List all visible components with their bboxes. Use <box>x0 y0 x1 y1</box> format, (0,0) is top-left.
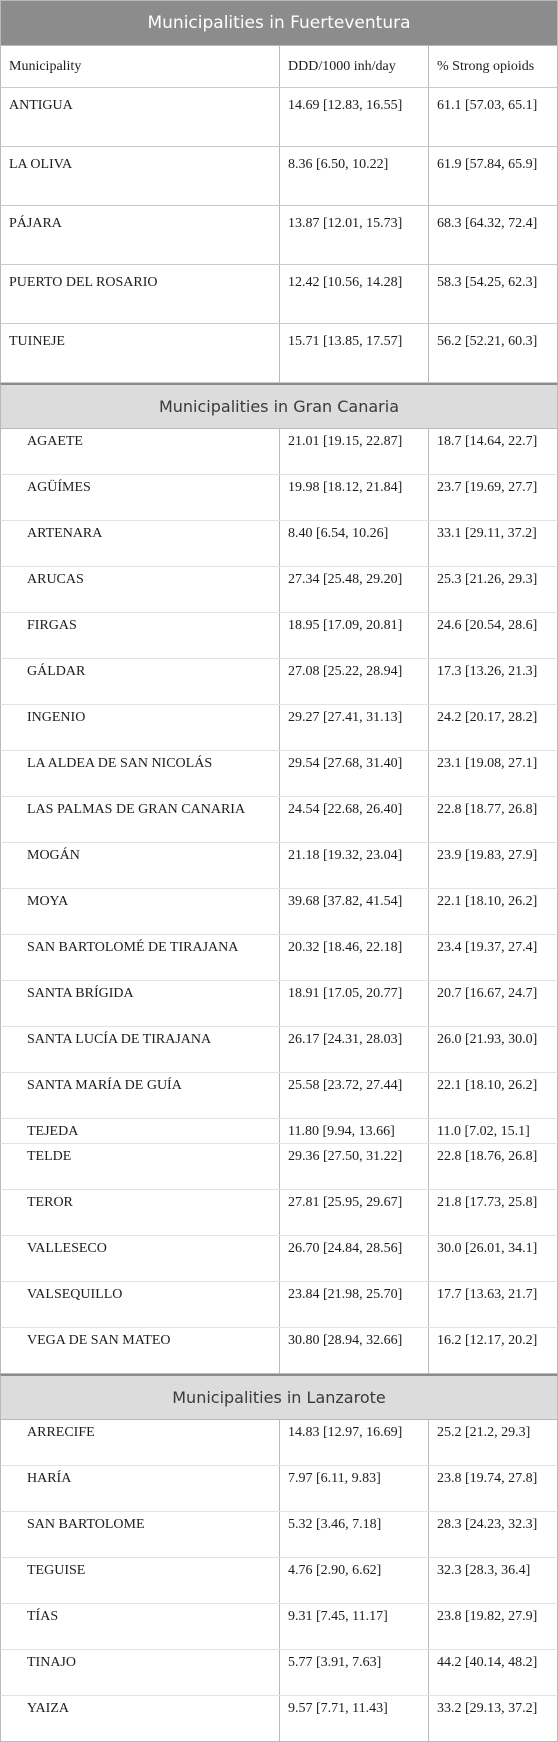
table-row <box>0 324 558 383</box>
table-row <box>0 1282 558 1328</box>
ddd-cell: 9.31 [7.45, 11.17] <box>280 1604 429 1649</box>
table-row <box>0 843 558 889</box>
ddd-cell: 5.77 [3.91, 7.63] <box>280 1650 429 1695</box>
ddd-cell: 14.83 [12.97, 16.69] <box>280 1420 429 1465</box>
table-row <box>0 1027 558 1073</box>
strong-opioids-cell: 18.7 [14.64, 22.7] <box>437 434 538 449</box>
ddd-cell: 21.01 [19.15, 22.87] <box>280 429 429 474</box>
ddd-cell: 25.58 [23.72, 27.44] <box>280 1073 429 1118</box>
table-row <box>0 1328 558 1374</box>
table-row <box>0 1073 558 1119</box>
strong-opioids-cell: 23.8 [19.74, 27.8] <box>437 1471 538 1486</box>
ddd-cell: 23.84 [21.98, 25.70] <box>280 1282 429 1327</box>
municipality-cell: TINAJO <box>1 1650 280 1695</box>
table-row <box>0 567 558 613</box>
ddd-cell: 27.81 [25.95, 29.67] <box>280 1190 429 1235</box>
strong-opioids-cell: 23.1 [19.08, 27.1] <box>437 756 538 771</box>
strong-opioids-cell: 33.2 [29.13, 37.2] <box>437 1701 538 1716</box>
strong-opioids-cell: 25.2 [21.2, 29.3] <box>437 1425 531 1440</box>
municipality-cell: VALSEQUILLO <box>1 1282 280 1327</box>
ddd-cell: 29.27 [27.41, 31.13] <box>280 705 429 750</box>
section-body-gran-canaria <box>0 429 558 1374</box>
table-row <box>0 1650 558 1696</box>
strong-opioids-cell: 33.1 [29.11, 37.2] <box>437 526 537 541</box>
strong-opioids-cell: 17.7 [13.63, 21.7] <box>437 1287 538 1302</box>
table-row <box>0 705 558 751</box>
strong-opioids-cell: 23.7 [19.69, 27.7] <box>437 480 538 495</box>
table-row <box>0 1604 558 1650</box>
municipality-cell: AGÜÍMES <box>1 475 280 520</box>
municipality-cell: TEROR <box>1 1190 280 1235</box>
strong-opioids-cell: 44.2 [40.14, 48.2] <box>437 1655 538 1670</box>
table-row <box>0 1144 558 1190</box>
table-row <box>0 1466 558 1512</box>
ddd-cell: 15.71 [13.85, 17.57] <box>280 324 429 382</box>
municipality-cell: AGAETE <box>1 429 280 474</box>
strong-opioids-cell: 22.1 [18.10, 26.2] <box>437 1078 538 1093</box>
ddd-cell: 29.36 [27.50, 31.22] <box>280 1144 429 1189</box>
strong-opioids-cell: 23.8 [19.82, 27.9] <box>437 1609 538 1624</box>
ddd-cell: 20.32 [18.46, 22.18] <box>280 935 429 980</box>
table-row <box>0 206 558 265</box>
strong-opioids-cell: 21.8 [17.73, 25.8] <box>437 1195 538 1210</box>
table-row <box>0 1236 558 1282</box>
strong-opioids-cell: 68.3 [64.32, 72.4] <box>437 216 538 231</box>
municipality-cell: SANTA BRÍGIDA <box>1 981 280 1026</box>
strong-opioids-cell: 22.8 [18.76, 26.8] <box>437 1149 538 1164</box>
municipality-cell: TEJEDA <box>1 1119 280 1143</box>
section-title-lanzarote: Municipalities in Lanzarote <box>0 1374 558 1420</box>
ddd-cell: 27.08 [25.22, 28.94] <box>280 659 429 704</box>
column-header-strong-opioids: % Strong opioids <box>437 59 535 74</box>
ddd-cell: 27.34 [25.48, 29.20] <box>280 567 429 612</box>
table-row <box>0 265 558 324</box>
municipality-cell: ANTIGUA <box>1 88 280 146</box>
municipality-cell: INGENIO <box>1 705 280 750</box>
strong-opioids-cell: 30.0 [26.01, 34.1] <box>437 1241 538 1256</box>
ddd-cell: 9.57 [7.71, 11.43] <box>280 1696 429 1741</box>
strong-opioids-cell: 25.3 [21.26, 29.3] <box>437 572 538 587</box>
table-row <box>0 1512 558 1558</box>
municipality-cell: MOGÁN <box>1 843 280 888</box>
ddd-cell: 24.54 [22.68, 26.40] <box>280 797 429 842</box>
table-row <box>0 751 558 797</box>
municipality-cell: PÁJARA <box>1 206 280 264</box>
strong-opioids-cell: 22.1 [18.10, 26.2] <box>437 894 538 909</box>
table-row <box>0 981 558 1027</box>
strong-opioids-cell: 32.3 [28.3, 36.4] <box>437 1563 531 1578</box>
table-row <box>0 935 558 981</box>
table-row <box>0 521 558 567</box>
table-row <box>0 659 558 705</box>
strong-opioids-cell: 28.3 [24.23, 32.3] <box>437 1517 538 1532</box>
municipality-cell: ARRECIFE <box>1 1420 280 1465</box>
strong-opioids-cell: 23.9 [19.83, 27.9] <box>437 848 538 863</box>
municipality-cell: LA ALDEA DE SAN NICOLÁS <box>1 751 280 796</box>
ddd-cell: 26.17 [24.31, 28.03] <box>280 1027 429 1072</box>
column-header-municipality: Municipality <box>1 46 280 87</box>
strong-opioids-cell: 56.2 [52.21, 60.3] <box>437 334 538 349</box>
ddd-cell: 8.36 [6.50, 10.22] <box>280 147 429 205</box>
municipality-cell: TELDE <box>1 1144 280 1189</box>
ddd-cell: 7.97 [6.11, 9.83] <box>280 1466 429 1511</box>
ddd-cell: 26.70 [24.84, 28.56] <box>280 1236 429 1281</box>
municipality-cell: TUINEJE <box>1 324 280 382</box>
ddd-cell: 19.98 [18.12, 21.84] <box>280 475 429 520</box>
municipality-cell: SAN BARTOLOME <box>1 1512 280 1557</box>
ddd-cell: 30.80 [28.94, 32.66] <box>280 1328 429 1373</box>
table-row <box>0 1558 558 1604</box>
table-row <box>0 147 558 206</box>
municipality-cell: VALLESECO <box>1 1236 280 1281</box>
municipality-cell: GÁLDAR <box>1 659 280 704</box>
ddd-cell: 18.95 [17.09, 20.81] <box>280 613 429 658</box>
strong-opioids-cell: 17.3 [13.26, 21.3] <box>437 664 538 679</box>
table-header-row <box>0 46 558 88</box>
municipality-cell: FIRGAS <box>1 613 280 658</box>
table-row <box>0 889 558 935</box>
table-row <box>0 1119 558 1144</box>
ddd-cell: 13.87 [12.01, 15.73] <box>280 206 429 264</box>
ddd-cell: 21.18 [19.32, 23.04] <box>280 843 429 888</box>
municipality-cell: LA OLIVA <box>1 147 280 205</box>
strong-opioids-cell: 61.1 [57.03, 65.1] <box>437 98 538 113</box>
ddd-cell: 4.76 [2.90, 6.62] <box>280 1558 429 1603</box>
table-row <box>0 613 558 659</box>
ddd-cell: 5.32 [3.46, 7.18] <box>280 1512 429 1557</box>
municipality-cell: VEGA DE SAN MATEO <box>1 1328 280 1373</box>
ddd-cell: 14.69 [12.83, 16.55] <box>280 88 429 146</box>
strong-opioids-cell: 20.7 [16.67, 24.7] <box>437 986 538 1001</box>
ddd-cell: 12.42 [10.56, 14.28] <box>280 265 429 323</box>
municipality-cell: HARÍA <box>1 1466 280 1511</box>
municipality-cell: LAS PALMAS DE GRAN CANARIA <box>1 797 280 842</box>
ddd-cell: 39.68 [37.82, 41.54] <box>280 889 429 934</box>
table-row <box>0 1420 558 1466</box>
municipality-cell: PUERTO DEL ROSARIO <box>1 265 280 323</box>
municipality-cell: SANTA MARÍA DE GUÍA <box>1 1073 280 1118</box>
section-body-lanzarote <box>0 1420 558 1742</box>
municipality-cell: TÍAS <box>1 1604 280 1649</box>
municipality-cell: SAN BARTOLOMÉ DE TIRAJANA <box>1 935 280 980</box>
strong-opioids-cell: 26.0 [21.93, 30.0] <box>437 1032 538 1047</box>
column-header-ddd: DDD/1000 inh/day <box>280 46 429 87</box>
section-title-gran-canaria: Municipalities in Gran Canaria <box>0 383 558 429</box>
municipality-cell: YAIZA <box>1 1696 280 1741</box>
strong-opioids-cell: 24.6 [20.54, 28.6] <box>437 618 538 633</box>
municipality-cell: ARUCAS <box>1 567 280 612</box>
section-body-fuerteventura <box>0 88 558 383</box>
strong-opioids-cell: 24.2 [20.17, 28.2] <box>437 710 538 725</box>
table-row <box>0 475 558 521</box>
table-row <box>0 429 558 475</box>
table-row <box>0 88 558 147</box>
strong-opioids-cell: 22.8 [18.77, 26.8] <box>437 802 538 817</box>
municipality-cell: ARTENARA <box>1 521 280 566</box>
table-row <box>0 1190 558 1236</box>
ddd-cell: 11.80 [9.94, 13.66] <box>280 1119 429 1143</box>
strong-opioids-cell: 16.2 [12.17, 20.2] <box>437 1333 538 1348</box>
ddd-cell: 29.54 [27.68, 31.40] <box>280 751 429 796</box>
ddd-cell: 18.91 [17.05, 20.77] <box>280 981 429 1026</box>
strong-opioids-cell: 58.3 [54.25, 62.3] <box>437 275 538 290</box>
strong-opioids-cell: 11.0 [7.02, 15.1] <box>437 1124 530 1139</box>
municipality-cell: MOYA <box>1 889 280 934</box>
table-row <box>0 797 558 843</box>
municipality-cell: SANTA LUCÍA DE TIRAJANA <box>1 1027 280 1072</box>
table-row <box>0 1696 558 1742</box>
strong-opioids-cell: 61.9 [57.84, 65.9] <box>437 157 538 172</box>
strong-opioids-cell: 23.4 [19.37, 27.4] <box>437 940 538 955</box>
section-title-fuerteventura: Municipalities in Fuerteventura <box>0 0 558 46</box>
ddd-cell: 8.40 [6.54, 10.26] <box>280 521 429 566</box>
municipality-cell: TEGUISE <box>1 1558 280 1603</box>
